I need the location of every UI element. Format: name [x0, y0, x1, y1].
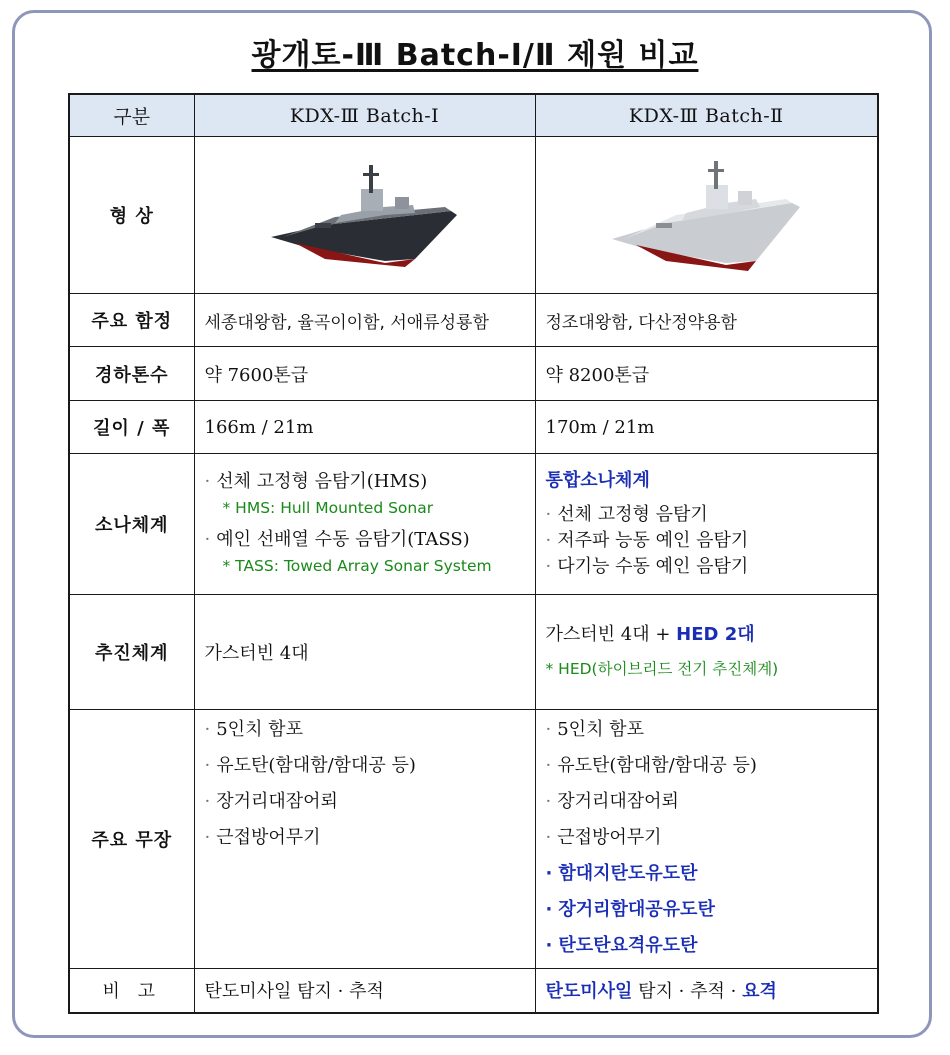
- size-b1: 166m / 21m: [194, 401, 535, 454]
- row-size: [69, 401, 878, 454]
- label-remarks: 비 고: [69, 969, 194, 1013]
- label-tonnage: 경하톤수: [69, 347, 194, 401]
- weapon-b1-item: · 5인치 함포: [204, 719, 303, 740]
- weapon-b2-item: · 유도탄(함대함/함대공 등): [545, 755, 757, 776]
- weapons-b1: [194, 710, 535, 969]
- header-row: [69, 94, 878, 137]
- tonnage-b2: 약 8200톤급: [535, 347, 878, 401]
- row-remarks: [69, 969, 878, 1013]
- row-sonar: [69, 454, 878, 595]
- page-title: 광개토-Ⅲ Batch-Ⅰ/Ⅱ 제원 비교: [251, 38, 699, 73]
- weapon-b2-new-item: · 탄도탄요격유도탄: [545, 935, 698, 956]
- weapon-b1-item: · 장거리대잠어뢰: [204, 791, 338, 812]
- weapon-b1-item: · 유도탄(함대함/함대공 등): [204, 755, 416, 776]
- ships-b2: 정조대왕함, 다산정약용함: [535, 294, 878, 347]
- header-category: 구분: [69, 94, 194, 137]
- label-shape: 형 상: [69, 137, 194, 294]
- ship-image-batch2: [606, 155, 806, 275]
- cell-shape-b2: [535, 137, 878, 294]
- sonar-b2-item: · 선체 고정형 음탐기: [545, 504, 708, 525]
- ship-image-batch1: [265, 155, 465, 275]
- label-weapons: 주요 무장: [69, 710, 194, 969]
- weapons-b2: [535, 710, 878, 969]
- weapon-b2-new-item: · 장거리함대공유도탄: [545, 899, 715, 920]
- propulsion-b2-main: 가스터빈 4대 + HED 2대: [545, 624, 755, 645]
- weapon-b2-item: · 장거리대잠어뢰: [545, 791, 679, 812]
- sonar-b1-item2: · 예인 선배열 수동 음탐기(TASS): [204, 529, 470, 550]
- weapon-b2-new-item: · 함대지탄도유도탄: [545, 863, 698, 884]
- sonar-b2-heading: 통합소나체계: [545, 470, 650, 491]
- label-ships: 주요 함정: [69, 294, 194, 347]
- propulsion-b1: 가스터빈 4대: [194, 595, 535, 710]
- propulsion-b2: [535, 595, 878, 710]
- size-b2: 170m / 21m: [535, 401, 878, 454]
- row-tonnage: [69, 347, 878, 401]
- header-batch1: KDX-Ⅲ Batch-Ⅰ: [194, 94, 535, 137]
- cell-shape-b1: [194, 137, 535, 294]
- label-size: 길이 / 폭: [69, 401, 194, 454]
- label-propulsion: 추진체계: [69, 595, 194, 710]
- sonar-b1-note1: * HMS: Hull Mounted Sonar: [222, 499, 434, 517]
- remarks-b2: 탄도미사일 탐지 · 추적 · 요격: [535, 969, 878, 1013]
- sonar-b1-item1: · 선체 고정형 음탐기(HMS): [204, 471, 428, 492]
- sonar-b1-note2: * TASS: Towed Array Sonar System: [222, 557, 492, 575]
- row-ships: [69, 294, 878, 347]
- header-batch2: KDX-Ⅲ Batch-Ⅱ: [535, 94, 878, 137]
- ships-b1: 세종대왕함, 율곡이이함, 서애류성룡함: [194, 294, 535, 347]
- weapon-b2-item: · 근접방어무기: [545, 827, 662, 848]
- row-shape: [69, 137, 878, 294]
- tonnage-b1: 약 7600톤급: [194, 347, 535, 401]
- row-propulsion: [69, 595, 878, 710]
- row-weapons: [69, 710, 878, 969]
- sonar-b2-item: · 저주파 능동 예인 음탐기: [545, 530, 749, 551]
- sonar-b2: [535, 454, 878, 595]
- weapon-b2-item: · 5인치 함포: [545, 719, 644, 740]
- sonar-b2-item: · 다기능 수동 예인 음탐기: [545, 556, 749, 577]
- label-sonar: 소나체계: [69, 454, 194, 595]
- remarks-b1: 탄도미사일 탐지 · 추적: [194, 969, 535, 1013]
- weapon-b1-item: · 근접방어무기: [204, 827, 321, 848]
- sonar-b1: [194, 454, 535, 595]
- propulsion-b2-note: * HED(하이브리드 전기 추진체계): [545, 660, 779, 678]
- spec-comparison-table: [68, 93, 879, 1014]
